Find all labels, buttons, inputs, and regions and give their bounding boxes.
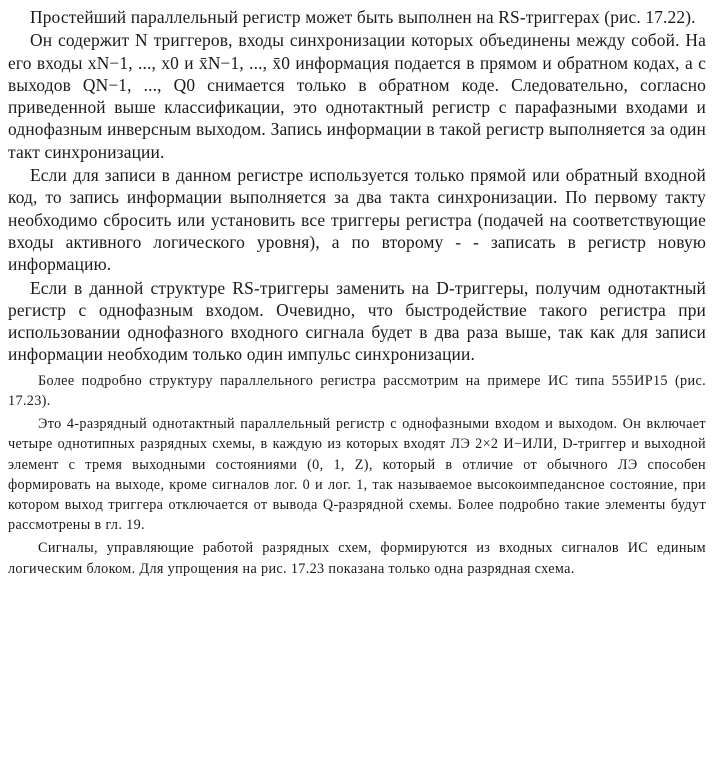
small-paragraph-ic-example: Более подробно структуру параллельного регистра рассмотрим на примере ИС типа 555ИР15 (рис. 17.23).: [8, 372, 706, 409]
paragraph-register-structure: Он содержит N триггеров, входы синхронизации которых объединены между собой. На его входы xN−1, ..., x0 и x̄N−1, ..., x̄0 информация подается в прямом и обратном кодах, а с выходов QN−1, ..., Q0 снимается только в обратном коде. Следовательно, согласно приведенной выше классификации, это однотактный регистр с парафазными входами и однофазным инверсным выходом. Запись информации в такой регистр выполняется за один такт синхронизации.: [8, 30, 706, 162]
small-paragraph-control-signals: Сигналы, управляющие работой разрядных схем, формируются из входных сигналов ИС единым логическим блоком. Для упрощения на рис. 17.23 показана только одна разрядная схема.: [8, 540, 706, 577]
paragraph-d-trigger: Если в данной структуре RS-триггеры заменить на D-триггеры, получим однотактный регистр с однофазным входом. Очевидно, что быстродействие такого регистра при использовании однофазного входного сигнала будет в два раза выше, так как для записи информации необходим только один импульс синхронизации.: [8, 277, 706, 365]
paragraph-rs-register: Простейший параллельный регистр может быть выполнен на RS-триггерах (рис. 17.22).: [30, 7, 696, 27]
paragraph-two-cycle-write: Если для записи в данном регистре используется только прямой или обратный входной код, то запись информации выполняется за два такта синхронизации. По первому такту необходимо сбросить или установить все триггеры регистра (подачей на соответствующие входы активного логического уровня), а по второму - - записать в регистр новую информацию.: [8, 165, 706, 275]
small-paragraph-4bit-register: Это 4-разрядный однотактный параллельный регистр с однофазными входом и выходом. Он включает четыре однотипных разрядных схемы, в каждую из которых входят ЛЭ 2×2 И−ИЛИ, D-триггер и выходной элемент с тремя выходными состояниями (0, 1, Z), который в отличие от обычного ЛЭ способен формировать на выходе, кроме сигналов лог. 0 и лог. 1, так называемое высокоимпедансное состояние, при котором выход триггера отключается от вывода Q-разрядной схемы. Более подробно такие элементы будут рассмотрены в гл. 19.: [8, 416, 706, 534]
